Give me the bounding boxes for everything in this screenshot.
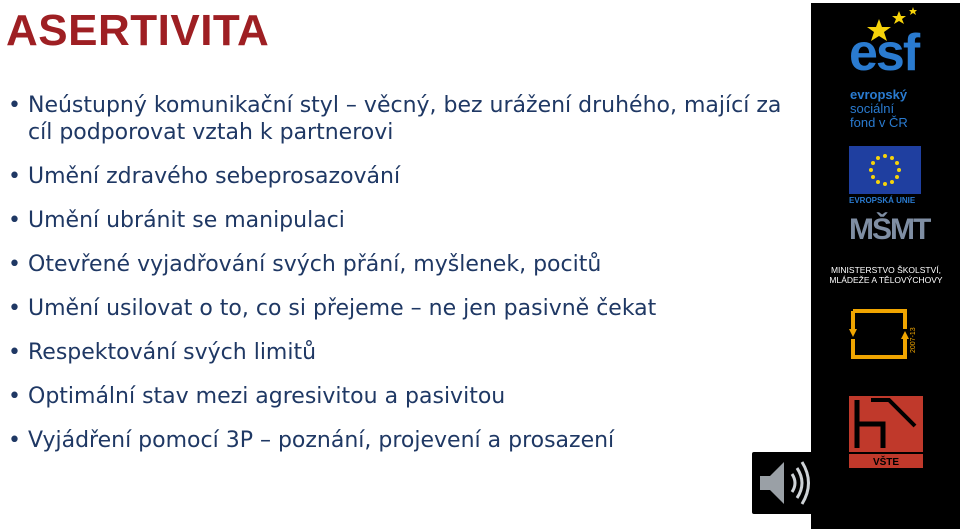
bullet-text: Optimální stav mezi agresivitou a pasivitou: [28, 384, 506, 409]
bullet-text: Vyjádření pomocí 3P – poznání, projevení a prosazení: [28, 428, 615, 453]
eu-flag-icon: [849, 146, 921, 194]
ministry-label: MINISTERSTVO ŠKOLSTVÍ, MLÁDEŽE A TĚLOVÝCHOVY: [829, 265, 943, 285]
esf-subtitle: evropský sociální fond v ČR: [850, 87, 908, 130]
bullet-text: Umění zdravého sebeprosazování: [28, 164, 401, 189]
bullet-text: Neústupný komunikační styl – věcný, bez urážení druhého, mající za cíl podporovat vztah k partnerovi: [28, 93, 782, 145]
op-program-logo-icon: [849, 303, 929, 365]
bullet-list: [8, 92, 798, 471]
eu-label: EVROPSKÁ UNIE: [849, 196, 916, 205]
bullet-item: • Respektování svých limitů: [8, 340, 317, 365]
bullet-item: • Umění usilovat o to, co si přejeme – ne jen pasivně čekat: [8, 296, 657, 321]
svg-text:2007-13: 2007-13: [910, 327, 917, 353]
bullet-text: Respektování svých limitů: [28, 340, 317, 365]
svg-text:VŠTE: VŠTE: [872, 457, 900, 468]
msmt-logo: MŠMT: [849, 213, 930, 246]
speaker-icon[interactable]: [752, 452, 814, 514]
bullet-text: Otevřené vyjadřování svých přání, myšlenek, pocitů: [28, 252, 602, 277]
bullet-item: • Neústupný komunikační styl – věcný, bez urážení druhého, mající za cíl podporovat vztah k partnerovi: [8, 93, 782, 145]
bullet-text: Umění usilovat o to, co si přejeme – ne jen pasivně čekat: [28, 296, 657, 321]
esf-logo: esf: [849, 24, 919, 82]
slide-title: ASERTIVITA: [6, 6, 270, 55]
bullet-item: • Umění ubránit se manipulaci: [8, 208, 345, 233]
logo-sidebar: [811, 3, 960, 529]
bullet-item: • Umění zdravého sebeprosazování: [8, 164, 401, 189]
bullet-item: • Optimální stav mezi agresivitou a pasivitou: [8, 384, 506, 409]
bullet-text: Umění ubránit se manipulaci: [28, 208, 345, 233]
vste-logo-icon: [849, 396, 923, 468]
bullet-item: • Vyjádření pomocí 3P – poznání, projevení a prosazení: [8, 428, 615, 453]
bullet-item: • Otevřené vyjadřování svých přání, myšlenek, pocitů: [8, 252, 602, 277]
